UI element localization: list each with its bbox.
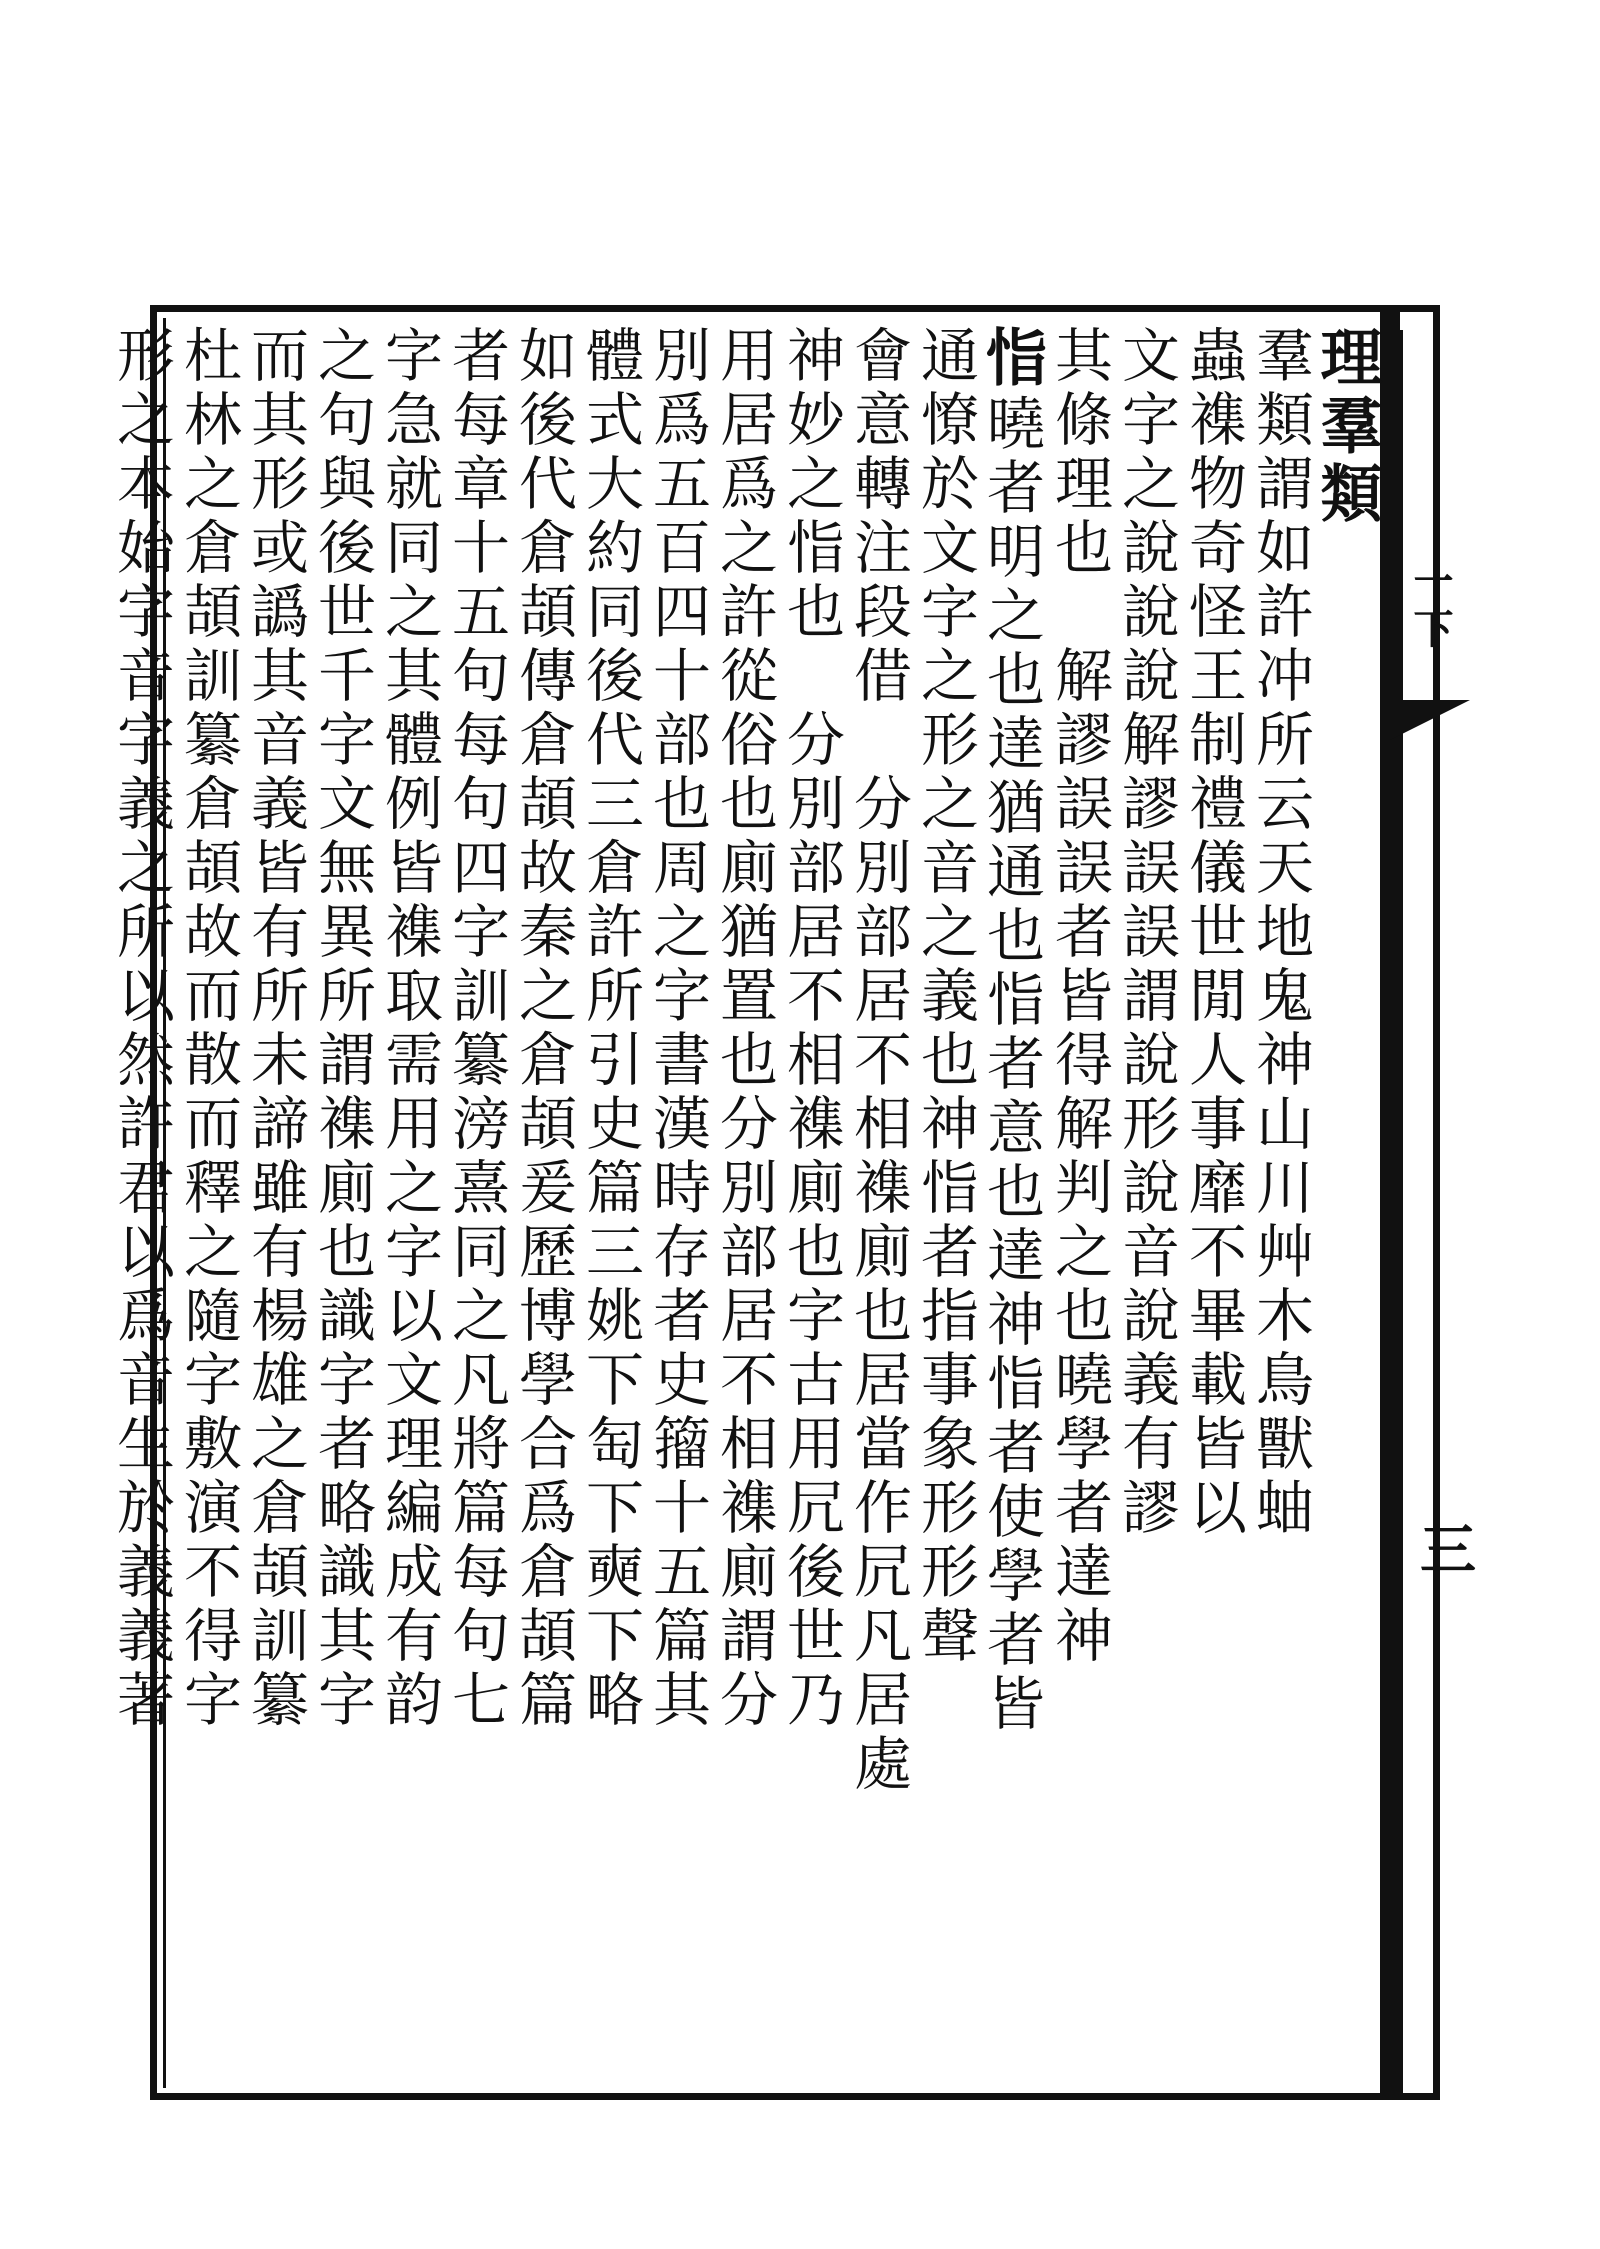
heading-chars: 理羣類 [1310,325,1383,529]
text-column [375,325,442,2085]
column-text: 字急就同之其體例皆襍取需用之字以文理編成有韵 [375,325,443,1733]
column-text: 神妙之恉也 分別部居不相襍廁也字古用凥後世乃 [777,325,845,1733]
column-text: 之句與後世千字文無異所謂襍廁也識字者略識其字 [308,325,376,1733]
column-rule [1380,310,1400,2100]
text-column [1310,325,1383,2085]
text-column [174,325,241,2085]
heading-chars: 恉 [975,325,1048,393]
text-columns [107,325,1383,2085]
text-column [844,325,911,2085]
column-text: 會意轉注段借 分別部居不相襍廁也居當作凥凡居處 [844,325,912,1797]
text-column [975,325,1048,2085]
text-column [1112,325,1179,2085]
fore-edge-label: 一下 [1407,560,1454,656]
column-text: 蟲襍物奇怪王制禮儀世閒人事靡不畢載皆以 [1179,325,1247,1541]
column-text: 者每章十五句每句四字訓纂滂熹同之凡將篇每句七 [442,325,510,1733]
text-column [442,325,509,2085]
column-text: 用居爲之許從俗也廁猶置也分別部居不相襍廁謂分 [710,325,778,1733]
text-column [107,325,174,2085]
column-text: 別爲五百四十部也周之字書漢時存者史籀十五篇其 [643,325,711,1733]
column-text: 文字之說說說解謬誤誤謂說形說音說義有謬 [1112,325,1180,1541]
column-text: 而其形或譌其音義皆有所未諦雖有楊雄之倉頡訓纂 [241,325,309,1733]
text-column [911,325,978,2085]
column-text: 其條理也 解謬誤誤者皆得解判之也曉學者達神 [1045,325,1113,1669]
text-column [1179,325,1246,2085]
text-column [308,325,375,2085]
page-number: 三 [1411,1520,1477,1576]
text-column [777,325,844,2085]
text-column [576,325,643,2085]
text-column [710,325,777,2085]
column-text: 形之本始字音字義之所以然許君以爲音生於義義著 [107,325,175,1733]
column-text: 如後代倉頡傳倉頡故秦之倉頡爰歷博學合爲倉頡篇 [509,325,577,1733]
column-text: 體式大約同後代三倉許所引史篇三姚下匋下奭下略 [576,325,644,1733]
text-column [241,325,308,2085]
text-column [509,325,576,2085]
column-text: 羣類謂如許冲所云天地鬼神山川艸木鳥獸蚰 [1246,325,1314,1541]
text-column [1246,325,1313,2085]
text-column [643,325,710,2085]
fishtail-mark [1390,700,1470,740]
text-column [1045,325,1112,2085]
column-text: 曉者明之也達猶通也恉者意也達神恉者使學者皆 [977,393,1045,1737]
column-text: 通憭於文字之形之音之義也神恉者指事象形形聲 [911,325,979,1669]
column-text: 杜林之倉頡訓纂倉頡故而散而釋之隨字敷演不得字 [174,325,242,1733]
